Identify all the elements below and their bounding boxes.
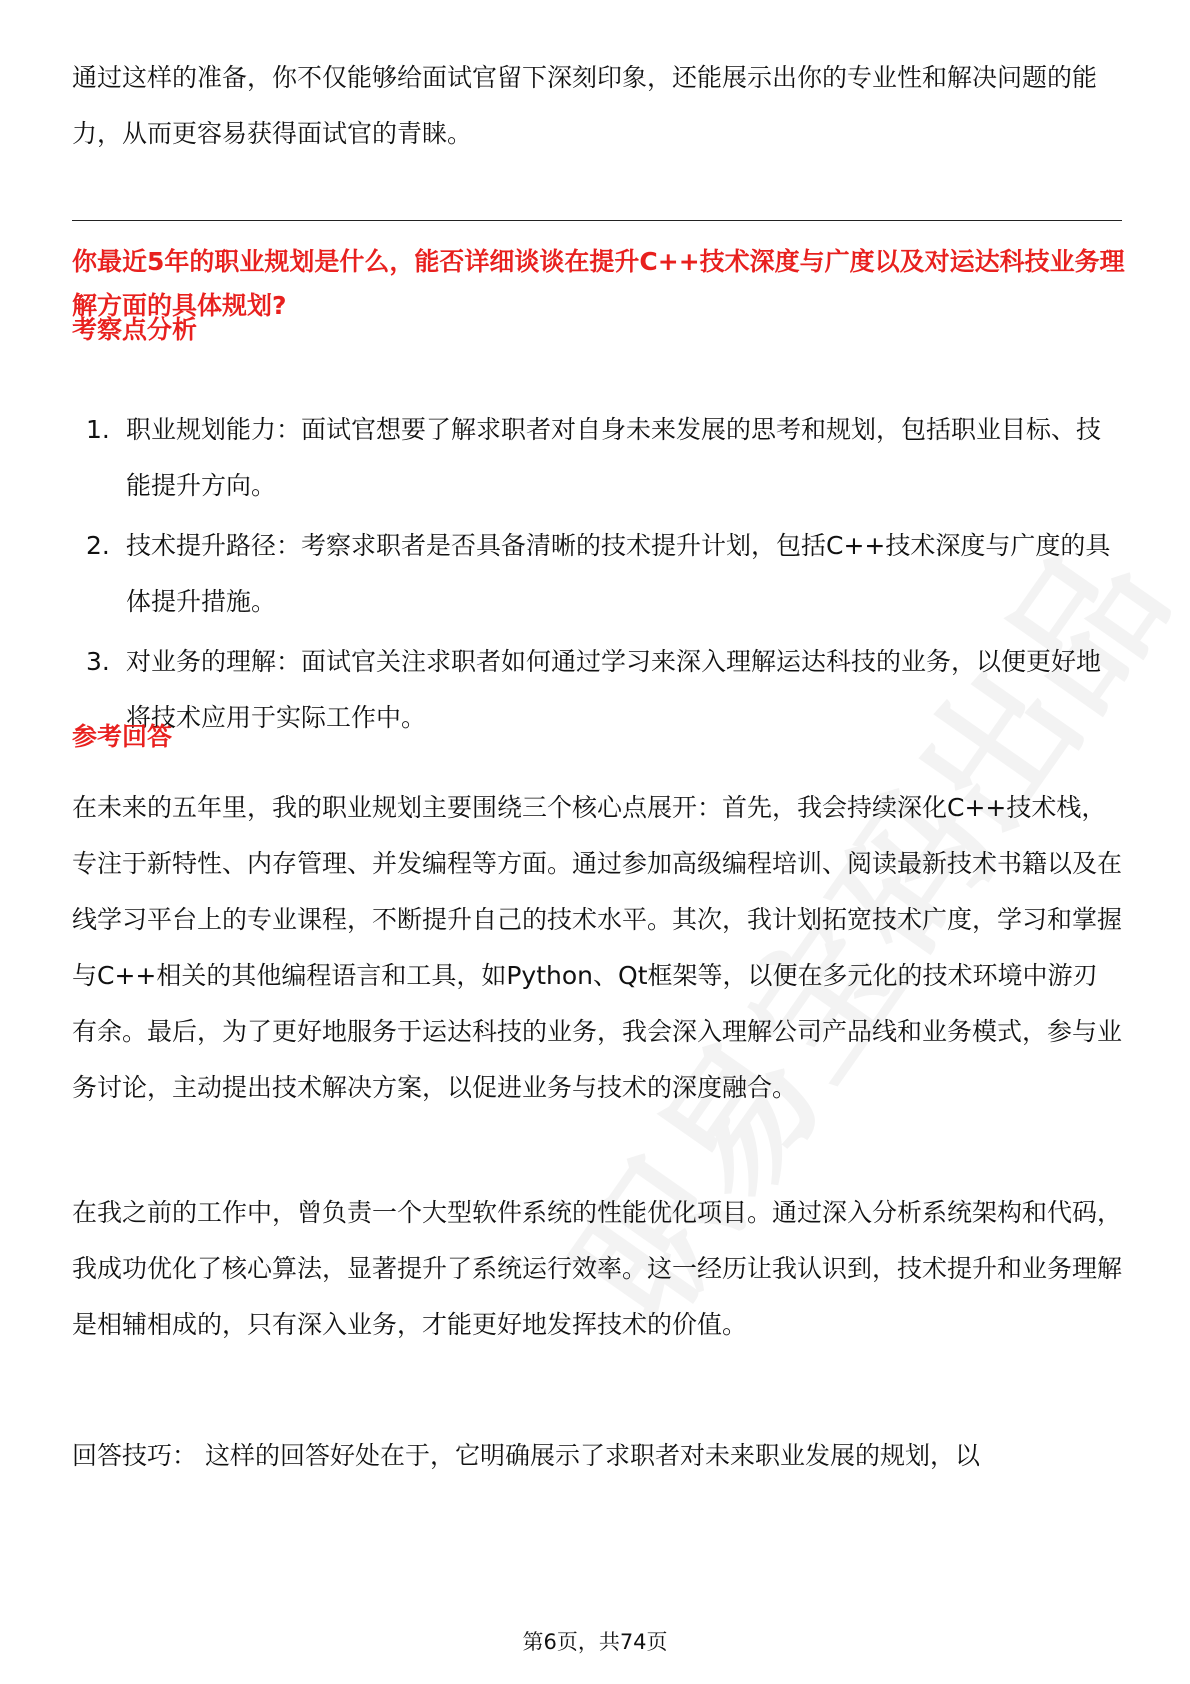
list-item-number: 1.	[86, 415, 110, 444]
list-item-text: 对业务的理解：面试官关注求职者如何通过学习来深入理解运达科技的业务，以便更好地将技术应用于实际工作中。	[126, 647, 1102, 732]
tip-paragraph: 回答技巧： 这样的回答好处在于，它明确展示了求职者对未来职业发展的规划，以	[72, 1441, 980, 1470]
answer-paragraph: 在未来的五年里，我的职业规划主要围绕三个核心点展开：首先，我会持续深化C++技术栈，专注于新特性、内存管理、并发编程等方面。通过参加高级编程培训、阅读最新技术书籍以及在线学习平台上的专业课程，不断提升自己的技术水平。其次，我计划拓宽技术广度，学习和掌握与C++相关的其他编程语言和工具，如Python、Qt框架等，以便在多元化的技术环境中游刃有余。最后，为了更好地服务于运达科技的业务，我会深入理解公司产品线和业务模式，参与业务讨论，主动提出技术解决方案，以促进业务与技术的深度融合。	[72, 793, 1123, 1102]
answer-heading: 参考回答	[72, 722, 173, 751]
question-heading: 你最近5年的职业规划是什么，能否详细谈谈在提升C++技术深度与广度以及对运达科技业务理解方面的具体规划?	[72, 247, 1125, 320]
list-item-number: 2.	[86, 531, 110, 560]
list-item	[72, 634, 1122, 746]
answer-paragraph: 在我之前的工作中，曾负责一个大型软件系统的性能优化项目。通过深入分析系统架构和代码，我成功优化了核心算法，显著提升了系统运行效率。这一经历让我认识到，技术提升和业务理解是相辅相成的，只有深入业务，才能更好地发挥技术的价值。	[72, 1198, 1123, 1339]
list-item-text: 技术提升路径：考察求职者是否具备清晰的技术提升计划，包括C++技术深度与广度的具体提升措施。	[126, 531, 1111, 616]
list-item	[72, 518, 1122, 630]
list-item	[72, 402, 1122, 514]
analysis-heading: 考察点分析	[72, 315, 198, 344]
page-footer: 第6页，共74页	[522, 1630, 668, 1654]
analysis-list	[72, 402, 1122, 750]
list-item-number: 3.	[86, 647, 110, 676]
list-item-text: 职业规划能力：面试官想要了解求职者对自身未来发展的思考和规划，包括职业目标、技能提升方向。	[126, 415, 1102, 500]
section-divider	[72, 220, 1122, 221]
intro-paragraph: 通过这样的准备，你不仅能够给面试官留下深刻印象，还能展示出你的专业性和解决问题的能力，从而更容易获得面试官的青睐。	[72, 63, 1098, 148]
